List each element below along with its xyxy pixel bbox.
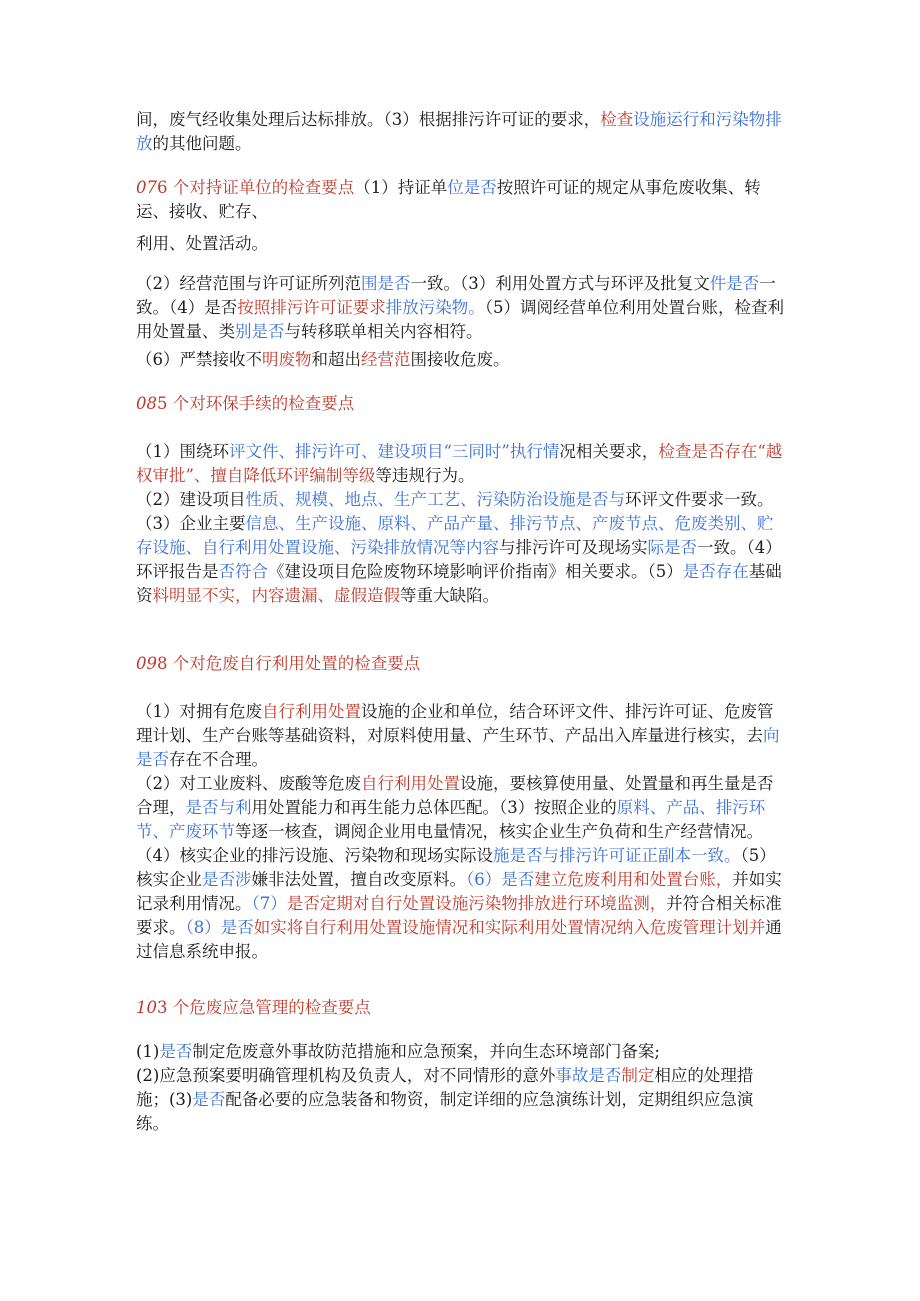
heading-number: 10 <box>136 998 157 1017</box>
text-run: 如实将自行利用处置设施情况和实际利用处置情况纳入危废管理计划并 <box>253 918 766 937</box>
text-run: 件是否 <box>709 274 760 293</box>
text-run: 通过信息系统申报。 <box>136 918 782 961</box>
heading-title: 3 个危废应急管理的检查要点 <box>157 998 371 1017</box>
text-run: 料明显不实，内容遗漏、虚假造假 <box>152 586 400 605</box>
heading-number: 08 <box>136 394 157 413</box>
text-run: 位是否 <box>447 178 497 197</box>
text-run: 一致。（4）是否 <box>136 274 776 317</box>
paragraph-09-1 <box>136 700 786 772</box>
text-run: 设施，要核算使用量、处置量和再生量是否合理， <box>136 774 774 817</box>
text-run: （6）严禁接收不 <box>136 350 262 369</box>
text-run: （1）对拥有危废 <box>136 702 262 721</box>
text-run: 检查 <box>600 110 634 129</box>
text-run: 等逐一核查，调阅企业用电量情况，核实企业生产负荷和生产经营情况。（4）核实企业的排污设施、污染物和现场实际设 <box>136 822 763 865</box>
section-heading-07 <box>136 176 786 224</box>
text-run: 自行利用处置 <box>361 774 460 793</box>
text-run: 的其他问题。 <box>152 134 252 153</box>
text-run: 际是否 <box>647 538 697 557</box>
text-run: 别是否 <box>235 322 285 341</box>
text-run: （8）是否 <box>185 918 254 937</box>
text-run: 与排污许可及现场实 <box>499 538 648 557</box>
text-run: 明废物 <box>262 350 312 369</box>
text-run: 设施运行和污染物排放 <box>136 110 782 153</box>
text-run: 等违规行为。 <box>375 466 475 485</box>
text-run: 是否 <box>159 1042 193 1061</box>
text-run: 事故是否 <box>555 1066 622 1085</box>
text-run: （6）是否 <box>466 870 535 889</box>
paragraph-intro <box>136 108 786 156</box>
text-run: 利用、处置活动。 <box>136 234 268 253</box>
text-run: （1）围绕环 <box>136 442 229 461</box>
text-run: 否符合 <box>218 562 268 581</box>
text-run: 围接收危废。 <box>410 350 510 369</box>
text-run: （1）持证单 <box>354 178 448 197</box>
text-run: 间，废气经收集处理后达标排放。（3）根据排污许可证的要求， <box>136 110 601 129</box>
text-run: 建立危废利用和处置台账， <box>534 870 733 889</box>
section-heading-10 <box>136 996 786 1020</box>
paragraph-08-1 <box>136 440 786 488</box>
text-run: 自行利用处置 <box>262 702 361 721</box>
paragraph-07-2 <box>136 272 786 344</box>
text-run: 制定 <box>621 1066 655 1085</box>
text-run: （5）调阅经营单位利用处置台账，检查利用处置量、类 <box>136 298 784 341</box>
text-run: 信息、生产设施、原料、产品产量、排污节点、产废节点、危废类别、贮存设施、自行利用处置设施、污染排放情况等内容 <box>136 514 774 557</box>
text-run: （5）核实企业 <box>136 846 776 889</box>
text-run: 与转移联单相关内容相符。 <box>284 322 483 341</box>
text-run: 围是否 <box>361 274 411 293</box>
text-run: 检查是否存在“越权审批”、擅自降低环评编制等级 <box>136 442 783 485</box>
text-run: 并符合相关标准要求。 <box>136 894 782 937</box>
text-run: 制定危废意外事故防范措施和应急预案，并向生态环境部门备案; <box>192 1042 660 1061</box>
text-run: （7） <box>251 894 287 913</box>
text-run: (1) <box>136 1042 160 1061</box>
heading-title: 8 个对危废自行利用处置的检查要点 <box>157 654 421 673</box>
text-run: 一致。（3）利用处置方式与环评及批复文 <box>410 274 710 293</box>
heading-title: 5 个对环保手续的检查要点 <box>157 394 355 413</box>
text-run: 和超出 <box>311 350 361 369</box>
text-run: (2)应急预案要明确管理机构及负责人，对不同情形的意外 <box>136 1066 556 1085</box>
text-run: 并如实记录利用情况。 <box>136 870 782 913</box>
text-run: 存在不合理。 <box>169 750 268 769</box>
text-run: 配备必要的应急装备和物资，制定详细的应急演练计划，定期组织应急演练。 <box>136 1090 754 1133</box>
text-run: 性质、规模、地点、生产工艺、污染防治设施是否与 <box>245 490 625 509</box>
paragraph-10-2 <box>136 1064 786 1136</box>
text-run: 相应的处理措施；(3) <box>136 1066 754 1109</box>
text-run: 按照许可证的规定从事危废收集、转运、接收、贮存、 <box>136 178 761 221</box>
heading-number: 09 <box>136 654 157 673</box>
text-run: 是否存在 <box>682 562 749 581</box>
text-run: 等重大缺陷。 <box>400 586 499 605</box>
text-run: 是否 <box>192 1090 226 1109</box>
text-run: 排放污染物。 <box>385 298 485 317</box>
text-run: 基础资 <box>136 562 782 605</box>
heading-number: 07 <box>136 178 157 197</box>
text-run: 是否涉 <box>202 870 252 889</box>
text-run: （2）建设项目 <box>136 490 246 509</box>
text-run: 用处置能力和再生能力总体匹配。（3）按照企业的 <box>251 798 617 817</box>
text-run: 环评文件要求一致。（3）企业主要 <box>136 490 774 533</box>
text-run: （2）对工业废料、废酸等危废 <box>136 774 361 793</box>
paragraph-08-2 <box>136 488 786 608</box>
text-run: 一致。（4）环评报告是 <box>136 538 782 581</box>
text-run: （2）经营范围与许可证所列范 <box>136 274 361 293</box>
text-run: 按照排污许可证要求 <box>237 298 386 317</box>
heading-title: 6 个对持证单位的检查要点 <box>157 178 355 197</box>
paragraph-07-1b <box>136 232 786 256</box>
text-run: 嫌非法处置，擅自改变原料。 <box>251 870 466 889</box>
text-run: 《建设项目危险废物环境影响评价指南》相关要求。（5） <box>268 562 683 581</box>
text-run: 设施的企业和单位，结合环评文件、排污许可证、危废管理计划、生产台账等基础资料，对原料使用量、产生环节、产品出入库量进行核实，去 <box>136 702 774 745</box>
text-run: 是否与利 <box>185 798 252 817</box>
paragraph-07-6 <box>136 348 786 372</box>
section-heading-08 <box>136 392 786 416</box>
text-run: 是否定期对自行处置设施污染物排放进行环境监测， <box>286 894 667 913</box>
text-run: 况相关要求， <box>559 442 659 461</box>
text-run: 经营范 <box>361 350 411 369</box>
paragraph-10-1 <box>136 1040 786 1064</box>
text-run: 施是否与排污许可证正副本一致。 <box>493 846 741 865</box>
section-heading-09 <box>136 652 786 676</box>
text-run: 评文件、排污许可、建设项目“三同时”执行情 <box>229 442 560 461</box>
text-run: 向是否 <box>136 726 780 769</box>
text-run: 原料、产品、排污环节、产废环节 <box>136 798 766 841</box>
paragraph-09-2 <box>136 772 786 964</box>
